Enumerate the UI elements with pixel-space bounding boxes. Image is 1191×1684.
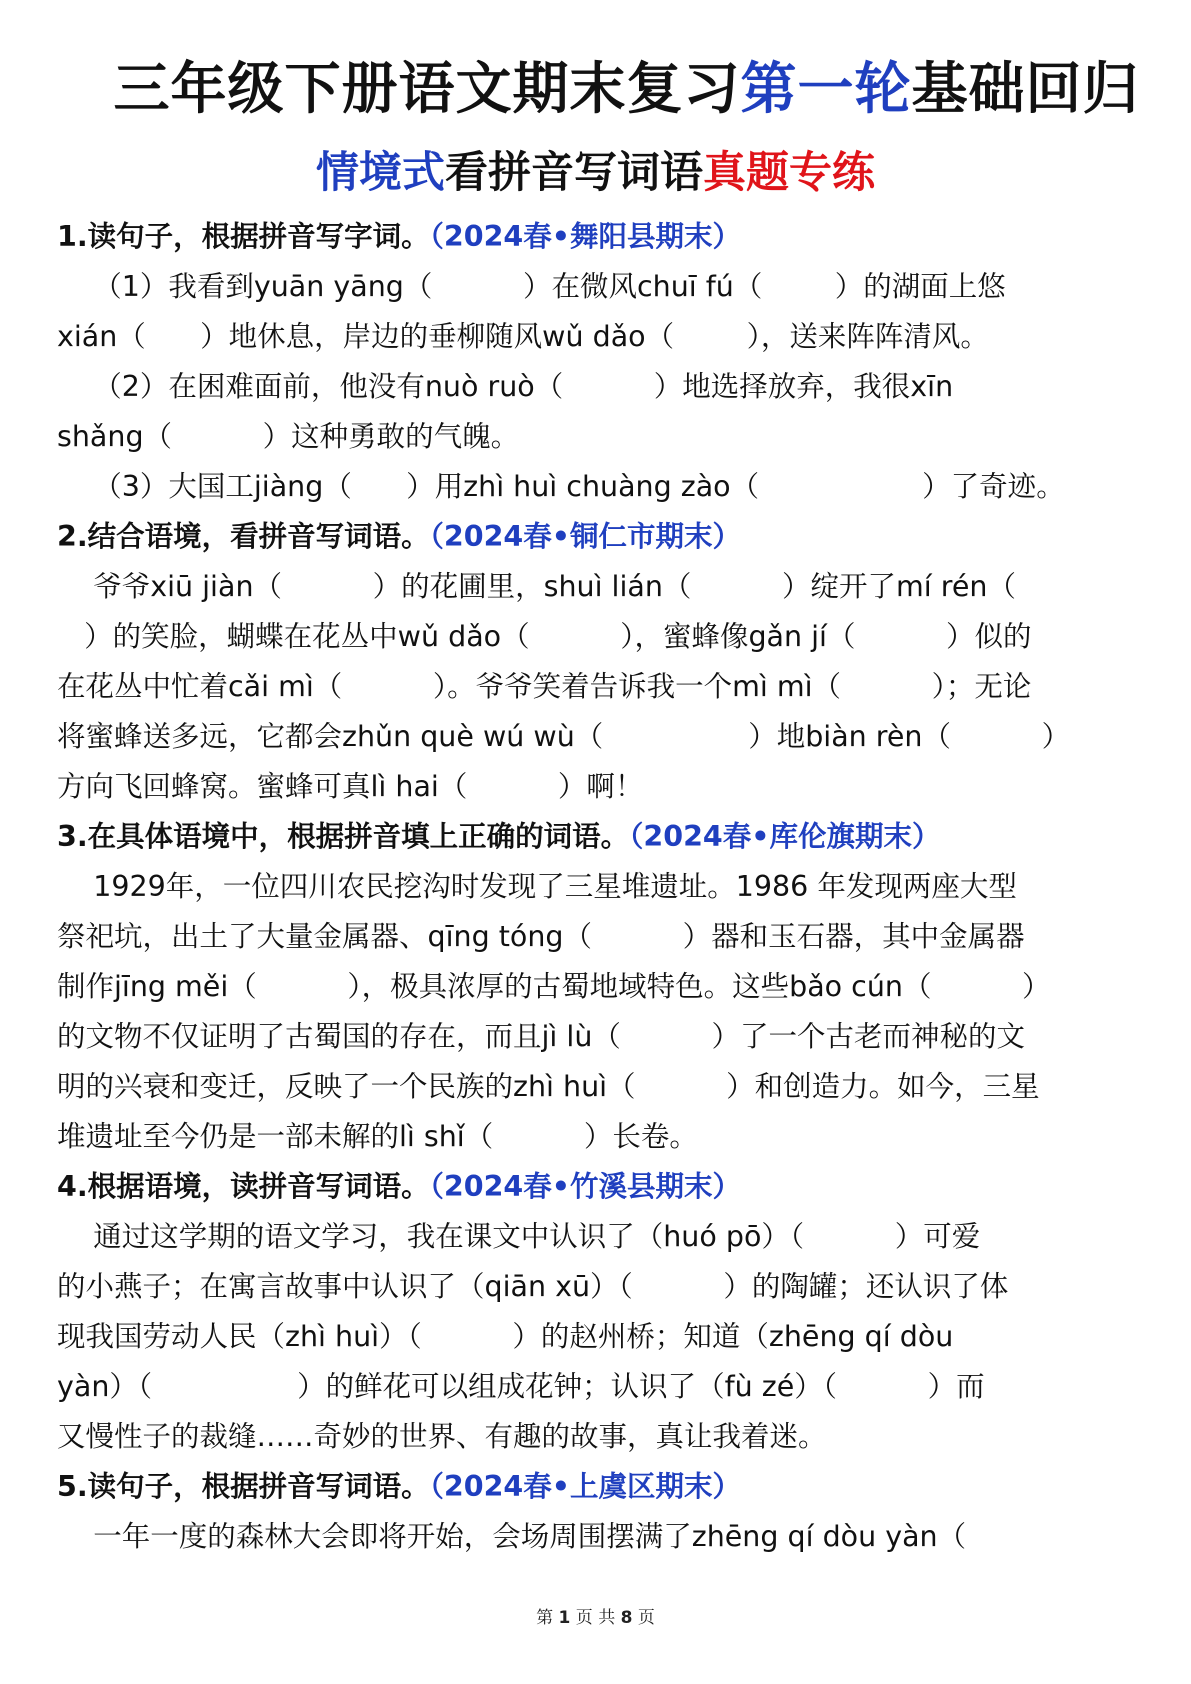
question-block (57, 512, 1137, 812)
page-footer (0, 1603, 1191, 1628)
question-text-line: 明的兴衰和变迁，反映了一个民族的zhì huì（ ）和创造力。如今，三星 (57, 1070, 1040, 1103)
question-text-line: 的小燕子；在寓言故事中认识了（qiān xū）（ ）的陶罐；还认识了体 (57, 1270, 1009, 1303)
footer-total-pages: 8 (620, 1608, 633, 1628)
footer-text: 页 共 (570, 1608, 621, 1628)
question-instruction: 3.在具体语境中，根据拼音填上正确的词语。 (57, 820, 630, 853)
question-text-line: shǎng（ ）这种勇敢的气魄。 (57, 420, 520, 453)
question-text-line: 通过这学期的语文学习，我在课文中认识了（huó pō）（ ）可爱 (57, 1220, 981, 1253)
question-instruction: 2.结合语境，看拼音写词语。 (57, 520, 430, 553)
question-heading (57, 1462, 1137, 1512)
question-text-line: （2）在困难面前，他没有nuò ruò（ ）地选择放弃，我很xīn (57, 370, 954, 403)
question-heading (57, 212, 1137, 262)
subtitle-part-1: 情境式 (316, 148, 445, 198)
subtitle-part-2: 看拼音写词语 (445, 148, 703, 198)
page-title (0, 57, 1191, 122)
question-text-line: 1929年，一位四川农民挖沟时发现了三星堆遗址。1986 年发现两座大型 (57, 870, 1017, 903)
question-block (57, 1162, 1137, 1462)
question-heading (57, 812, 1137, 862)
subtitle-part-3: 真题专练 (703, 148, 875, 198)
question-block (57, 812, 1137, 1162)
title-part-2: 第一轮 (740, 57, 912, 122)
title-part-3: 基础回归 (911, 57, 1140, 122)
question-source: （2024春•铜仁市期末） (429, 520, 741, 553)
question-text-line: 将蜜蜂送多远，它都会zhǔn què wú wù（ ）地biàn rèn（ ） (57, 720, 1071, 753)
footer-page-number: 1 (558, 1608, 571, 1628)
question-text-line: 堆遗址至今仍是一部未解的lì shǐ（ ）长卷。 (57, 1120, 698, 1153)
question-text-line: （1）我看到yuān yāng（ ）在微风chuī fú（ ）的湖面上悠 (57, 270, 1006, 303)
footer-text: 第 (536, 1608, 559, 1628)
question-text-line: ）的笑脸，蝴蝶在花丛中wǔ dǎo（ ），蜜蜂像gǎn jí（ ）似的 (57, 620, 1032, 653)
question-heading (57, 1162, 1137, 1212)
footer-text: 页 (632, 1608, 655, 1628)
question-text-line: xián（ ）地休息，岸边的垂柳随风wǔ dǎo（ ），送来阵阵清风。 (57, 320, 989, 353)
question-heading (57, 512, 1137, 562)
question-text-line: 方向飞回蜂窝。蜜蜂可真lì hai（ ）啊！ (57, 770, 644, 803)
question-text-line: 在花丛中忙着cǎi mì（ ）。爷爷笑着告诉我一个mì mì（ ）；无论 (57, 670, 1032, 703)
question-text-line: 的文物不仅证明了古蜀国的存在，而且jì lù（ ）了一个古老而神秘的文 (57, 1020, 1025, 1053)
questions-body (57, 212, 1137, 1562)
question-text-line: 爷爷xiū jiàn（ ）的花圃里，shuì lián（ ）绽开了mí rén（ (57, 570, 1016, 603)
question-block (57, 212, 1137, 512)
question-instruction: 4.根据语境，读拼音写词语。 (57, 1170, 430, 1203)
page-subtitle (0, 148, 1191, 198)
question-source: （2024春•竹溪县期末） (429, 1170, 741, 1203)
question-text-line: 祭祀坑，出土了大量金属器、qīng tóng（ ）器和玉石器，其中金属器 (57, 920, 1025, 953)
question-text-line: 一年一度的森林大会即将开始，会场周围摆满了zhēng qí dòu yàn（ (57, 1520, 967, 1553)
question-block (57, 1462, 1137, 1562)
question-text-line: 现我国劳动人民（zhì huì）（ ）的赵州桥；知道（zhēng qí dòu (57, 1320, 954, 1353)
question-text-line: 制作jīng měi（ ），极具浓厚的古蜀地域特色。这些bǎo cún（ ） (57, 970, 1051, 1003)
question-text-line: （3）大国工jiàng（ ）用zhì huì chuàng zào（ ）了奇迹。 (57, 470, 1065, 503)
question-instruction: 5.读句子，根据拼音写词语。 (57, 1470, 430, 1503)
question-text-line: 又慢性子的裁缝……奇妙的世界、有趣的故事，真让我着迷。 (57, 1420, 827, 1453)
title-part-1: 三年级下册语文期末复习 (113, 57, 741, 122)
question-instruction: 1.读句子，根据拼音写字词。 (57, 220, 430, 253)
question-text-line: yàn）（ ）的鲜花可以组成花钟；认识了（fù zé）（ ）而 (57, 1370, 985, 1403)
question-source: （2024春•库伦旗期末） (629, 820, 941, 853)
question-source: （2024春•上虞区期末） (429, 1470, 741, 1503)
question-source: （2024春•舞阳县期末） (429, 220, 741, 253)
